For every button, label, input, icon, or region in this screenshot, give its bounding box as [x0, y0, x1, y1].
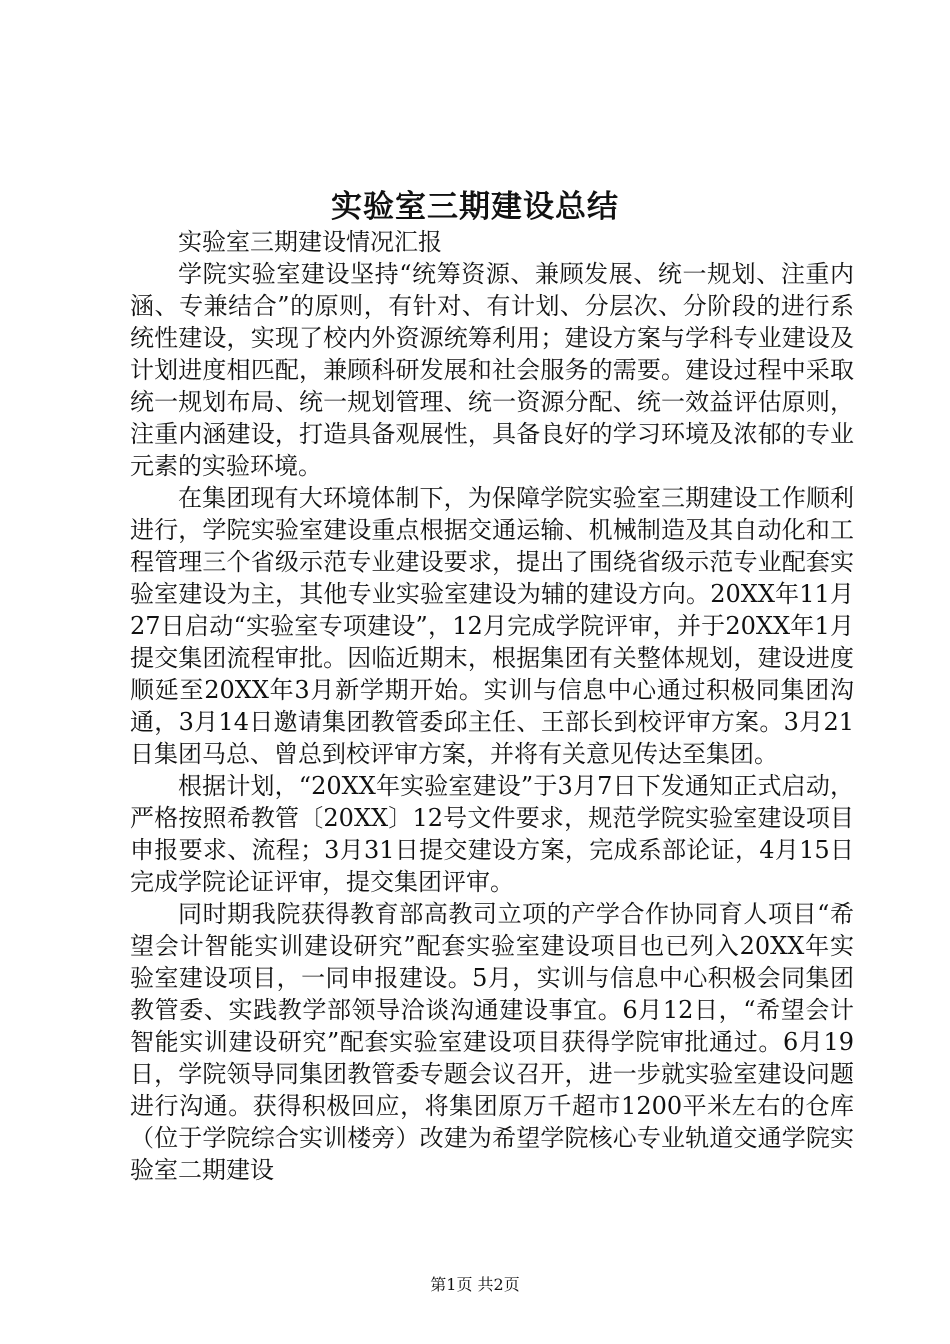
- paragraph-plan: 根据计划，“20XX年实验室建设”于3月7日下发通知正式启动，严格按照希教管〔20XX〕12号文件要求，规范学院实验室建设项目申报要求、流程；3月31日提交建设方案，完成系部论证，4月15日完成学院论证评审，提交集团评审。: [130, 772, 854, 896]
- page-footer: 第1页 共2页: [430, 1275, 520, 1294]
- paragraph-principles: 学院实验室建设坚持“统筹资源、兼顾发展、统一规划、注重内涵、专兼结合”的原则，有针对、有计划、分层次、分阶段的进行系统性建设，实现了校内外资源统筹利用；建设方案与学科专业建设及计划进度相匹配，兼顾科研发展和社会服务的需要。建设过程中采取统一规划布局、统一规划管理、统一资源分配、统一效益评估原则，注重内涵建设，打造具备观展性，具备良好的学习环境及浓郁的专业元素的实验环境。: [130, 260, 854, 480]
- paragraph-subtitle: 实验室三期建设情况汇报: [178, 228, 442, 256]
- document-title: 实验室三期建设总结: [331, 189, 619, 225]
- paragraph-direction: 在集团现有大环境体制下，为保障学院实验室三期建设工作顺利进行，学院实验室建设重点根据交通运输、机械制造及其自动化和工程管理三个省级示范专业建设要求，提出了围绕省级示范专业配套实验室建设为主，其他专业实验室建设为辅的建设方向。20XX年11月27日启动“实验室专项建设”，12月完成学院评审，并于20XX年1月提交集团流程审批。因临近期末，根据集团有关整体规划，建设进度顺延至20XX年3月新学期开始。实训与信息中心通过积极同集团沟通，3月14日邀请集团教管委邱主任、王部长到校评审方案。3月21日集团马总、曾总到校评审方案，并将有关意见传达至集团。: [130, 484, 854, 768]
- document-body: [130, 226, 854, 1186]
- paragraph-project: 同时期我院获得教育部高教司立项的产学合作协同育人项目“希望会计智能实训建设研究”配套实验室建设项目也已列入20XX年实验室建设项目，一同申报建设。5月，实训与信息中心积极会同集团教管委、实践教学部领导洽谈沟通建设事宜。6月12日，“希望会计智能实训建设研究”配套实验室建设项目获得学院审批通过。6月19日，学院领导同集团教管委专题会议召开，进一步就实验室建设问题进行沟通。获得积极回应，将集团原万千超市1200平米左右的仓库（位于学院综合实训楼旁）改建为希望学院核心专业轨道交通学院实验室二期建设: [130, 900, 854, 1184]
